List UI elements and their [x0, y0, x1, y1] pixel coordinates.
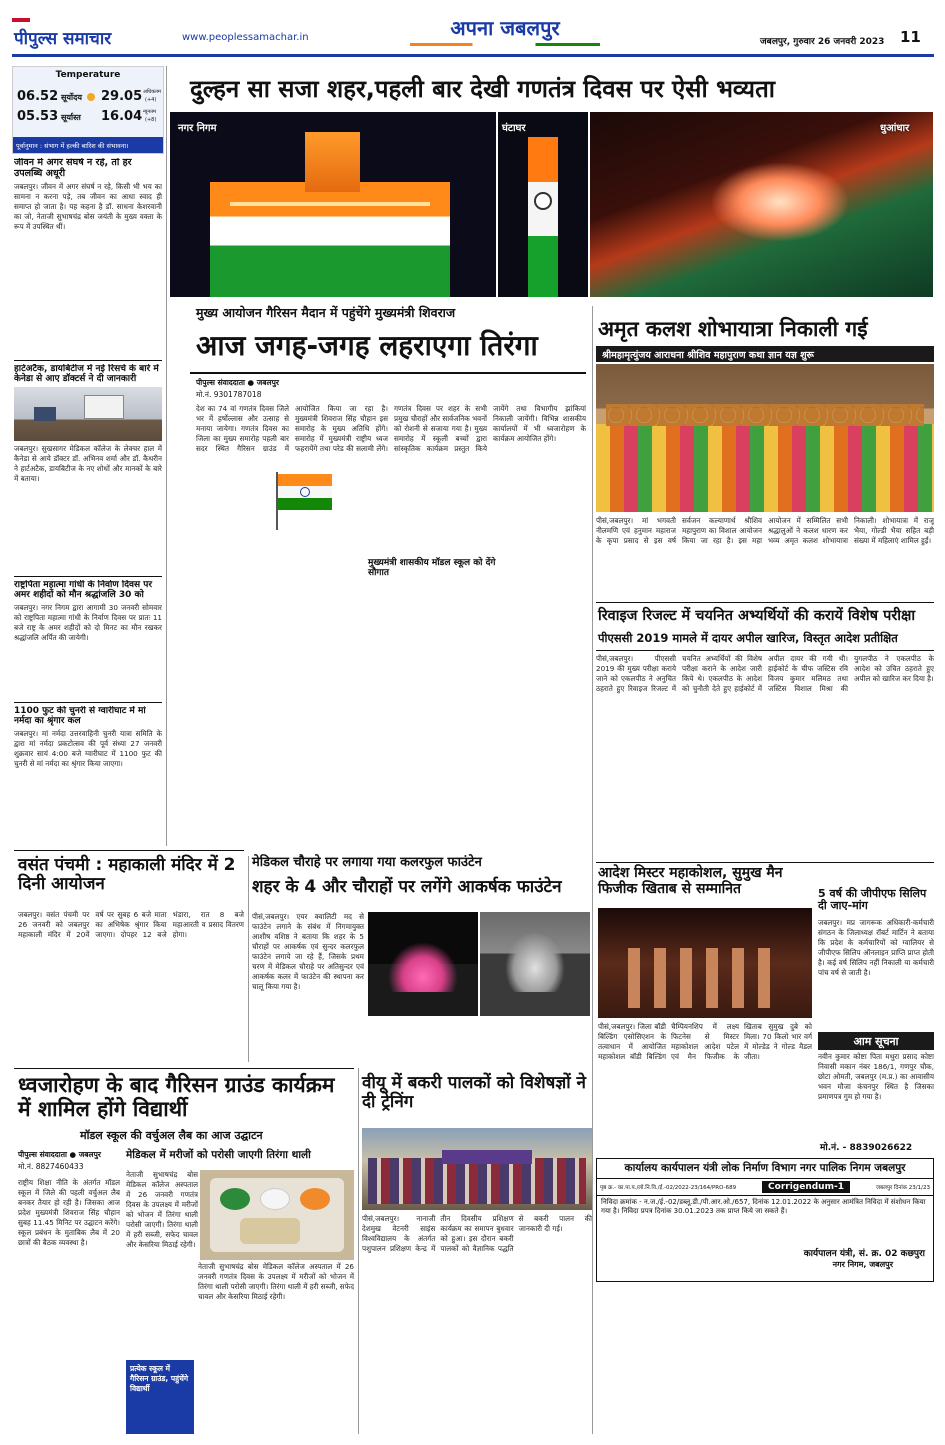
- forecast-text: पूर्वानुमान : संभाग में हल्की बारिश की संभावना।: [16, 142, 129, 150]
- dateline: जबलपुर, गुरुवार 26 जनवरी 2023: [760, 37, 885, 47]
- pwd-ad-ref-right: जबलपुर दिनांक 23/1/23: [875, 1184, 930, 1191]
- notice-title: आम सूचना: [853, 1035, 899, 1048]
- flag-subhead: मॉडल स्कूल की वर्चुअल लैब का आज उद्घाटन: [80, 1129, 263, 1142]
- lead-photo-ghantaghar: [498, 112, 588, 297]
- revise-top-rule: [596, 602, 934, 603]
- thali-text: नेताजी सुभाषचंद्र बोस मेडिकल कॉलेज अस्पताल में 26 जनवरी गणतंत्र दिवस के उपलक्ष्य में मरीजों को भोजन में तिरंगा थाली परोसी जाएगी। तिरंगा थाली में हरी सब्जी, सफेद चावल और केसरिया मिठाई रहेगी।: [126, 1170, 198, 1249]
- max-temp-label: अधिकतम: [143, 89, 161, 95]
- left-story-1: [14, 158, 162, 358]
- left-story-4-text: जबलपुर। मां नर्मदा उत्तरवाहिनी चुनरी यात्रा समिति के द्वारा मां नर्मदा प्रकटोत्सव की पूर्व संध्या 27 जनवरी शुक्रवार सायं 4:00 बजे ग्वारीघाट में 1100 फुट की चुनरी से मां नर्मदा का श्रृंगार किया जाएगा।: [14, 729, 162, 768]
- lead-photo-dhuandhar: [590, 112, 933, 297]
- column-rule-3: [248, 856, 249, 1062]
- main-kicker: मुख्य आयोजन गैरिसन मैदान में पहुंचेंगे मुख्यमंत्री शिवराज: [196, 305, 456, 320]
- basant-headline: वसंत पंचमी : महाकाली मंदिर में 2 दिनी आयोजन: [18, 855, 236, 895]
- sunrise-value: 06.52: [17, 89, 59, 104]
- mister-headline: आदेश मिस्टर महाकोशल, सुमुख मैन फिजीक खिताब से सम्मानित: [598, 865, 783, 897]
- min-temp-delta: (+8): [145, 117, 157, 123]
- pwd-ad-ref-left: पृष्ठ क्र.- का.पा.य./लो.नि.वि./ई.-02/2022-23/164/PRO-689: [600, 1184, 737, 1191]
- page-number: 11: [900, 28, 921, 46]
- sunset-value: 05.53: [17, 109, 59, 124]
- left-story-2-headline: हार्टअटैक, डायबिटीज में नई रिसर्च के बारे में केनेडा से आए डॉक्टर्स ने दी जानकारी: [14, 364, 159, 385]
- left-divider-1: [14, 360, 162, 361]
- sunrise-label: सूर्योदय: [61, 93, 83, 102]
- fountain-headline: शहर के 4 और चौराहों पर लगेंगे आकर्षक फाउंटेन: [252, 877, 562, 897]
- left-story-1-headline: जीवन में अगर संघर्ष न रहे, तो हर उपलब्धि अधूरी: [14, 158, 132, 179]
- revise-subhead-rule: [596, 650, 934, 651]
- bodybuilding-photo: [598, 908, 812, 1018]
- left-story-3: [14, 580, 162, 700]
- min-temp-value: 16.04: [101, 109, 143, 124]
- paper-tagline-icon: [12, 18, 30, 22]
- pwd-ad-text: निविदा क्रमांक - न.ज./ई.-02/डब्लू.डी./पी.आर.ओ./657, दिनांक 12.01.2022 के अनुसार आमंत्रित निविदा में संशोधन किया गया है। निविदा प्रपत्र दिनांक 30.01.2023 तक प्राप्त किये जा सकते हैं।: [601, 1197, 926, 1216]
- section-name: अपना जबलपुर: [450, 16, 560, 40]
- main-headline: आज जगह-जगह लहराएगा तिरंगा: [196, 329, 538, 362]
- notice-mobile: मो.नं. - 8839026622: [820, 1143, 913, 1153]
- flag-headline: ध्वजारोहण के बाद गैरिसन ग्राउंड कार्यक्रम में शामिल होंगे विद्यार्थी: [18, 1073, 335, 1121]
- pwd-ad-title: कार्यालय कार्यपालन यंत्री लोक निर्माण विभाग नगर पालिक निगम जबलपुर: [597, 1159, 933, 1179]
- pwd-ad: [596, 1158, 934, 1282]
- notice-header: [818, 1032, 934, 1050]
- pwd-ad-corrigendum: Corrigendum-1: [762, 1181, 850, 1193]
- pwd-ad-office: नगर निगम, जबलपुर: [832, 1259, 893, 1269]
- flag-top-rule: [14, 1068, 354, 1069]
- main-headline-rule: [190, 372, 586, 374]
- thali-side-box: [126, 1360, 194, 1434]
- photo-label-nagar-nigam: नगर निगम: [178, 123, 217, 134]
- goat-text: पीसं,जबलपुर। नानाजी देशमुख वेटनरी साइंस विश्वविद्यालय के अंतर्गत पशुपालन प्रशिक्षण केन्द्र में तीन दिवसीय प्रशिक्षण कार्यक्रम का समापन बुधवार को हुआ। इस दौरान बकरी पालकों को वैज्ञानिक पद्धति से बकरी पालन की जानकारी दी गई।: [362, 1214, 592, 1253]
- section-underline-icon: [410, 43, 600, 46]
- section-title: [410, 14, 600, 46]
- fountain-photo-2: [480, 912, 590, 1016]
- masthead: [0, 0, 945, 60]
- left-story-3-headline: राष्ट्रपिता महात्मा गांधी के निर्वाण दिवस पर अमर शहीदों को मौन श्रद्धांजलि 30 को: [14, 580, 153, 601]
- goat-training-photo: [362, 1128, 592, 1210]
- basant-text: जबलपुर। वसंत पंचमी पर 26 जनवरी को जबलपुर महाकाली मंदिर में 20वें वर्ष पर सुबह 6 बजे माता का अभिषेक श्रृंगार किया जाएगा। दोपहर 12 बजे भंडारा, रात 8 बजे महाआरती व प्रसाद वितरण होगा।: [18, 910, 244, 939]
- tricolor-flag-icon: [270, 470, 336, 530]
- amrit-subhead: श्रीमहामृत्युंजय आराधना श्रीशिव महापुराण कथा ज्ञान यज्ञ शुरू: [602, 350, 814, 361]
- left-story-4: [14, 706, 162, 846]
- amrit-procession-photo: [596, 364, 934, 512]
- goat-headline: वीयू में बकरी पालकों को विशेषज्ञों ने दी ट्रेनिंग: [362, 1073, 586, 1113]
- amrit-headline: अमृत कलश शोभायात्रा निकाली गई: [598, 317, 868, 341]
- lead-headline: दुल्हन सा सजा शहर,पहली बार देखी गणतंत्र दिवस पर ऐसी भव्यता: [190, 75, 775, 103]
- flag-mobile: मो.नं. 8827460433: [18, 1162, 84, 1171]
- main-byline: पीपुल्स संवाददाता ● जबलपुर: [196, 378, 279, 387]
- revise-subhead: पीएससी 2019 मामले में दायर अपील खारिज, विस्तृत आदेश प्रतीक्षित: [598, 631, 898, 645]
- notice-text: नवीन कुमार कोष्टा पिता मथुरा प्रसाद कोष्टा निवासी मकान नंबर 186/1, गणपुर चौक, छोटा ओमती, जबलपुर (म.प्र.) का आवासीय भवन मौजा कंचनपुर स्थित है जिसका प्रमाणपत्र गुम हो गया है।: [818, 1052, 934, 1101]
- sunset-label: सूर्यास्त: [61, 113, 81, 122]
- max-temp-delta: (+4): [145, 97, 157, 103]
- basant-top-rule: [14, 850, 244, 851]
- main-subhead: मुख्यमंत्री शासकीय मॉडल स्कूल को देंगे सौगात: [368, 558, 504, 578]
- main-mobile: मो.नं. 9301787018: [196, 390, 262, 399]
- flag-text: राष्ट्रीय शिक्षा नीति के अंतर्गत मॉडल स्कूल में जिले की पहली वर्चुअल लैब बनकर तैयार हो रही है। जिसका आज प्रदेश मुख्यमंत्री शिवराज सिंह चौहान सुबह 11.45 मिनिट पर उद्घाटन करेंगे। स्कूल प्रबंधन के मुताबिक लैब में 20 छात्रों की बैठक व्यवस्था है।: [18, 1178, 120, 1247]
- website-link[interactable]: www.peoplessamachar.in: [182, 32, 309, 43]
- left-story-1-text: जबलपुर। जीवन में अगर संघर्ष न रहे, किसी भी भय का सामना न करना पड़े, तब जीवन का आधा स्वाद ही समाप्त हो जाता है। यह कहना है डॉ. साधना केशरवानी का जो, नेताजी सुभाषचंद्र बोस जयंती के मुख्य वक्ता के रूप में उपस्थित थीं।: [14, 182, 162, 231]
- revise-headline: रिवाइज रिजल्ट में चयनित अभ्यर्थियों की करायें विशेष परीक्षा: [598, 608, 916, 624]
- photo-label-ghantaghar: घंटाघर: [502, 123, 526, 134]
- fountain-photo-1: [368, 912, 478, 1016]
- left-story-2-text: जबलपुर। सुखसागर मेडिकल कॉलेज के लेक्चर हाल में कैनेडा से आये डॉक्टर डॉ. अभिनव शर्मा और डॉ. कैथरीन ने हार्टअटैक, डायबिटीज के नए शोधों और मानकों के बारे में बताया।: [14, 444, 162, 483]
- left-divider-3: [14, 702, 162, 703]
- flag-text-continued: नेताजी सुभाषचंद्र बोस मेडिकल कॉलेज अस्पताल में 26 जनवरी गणतंत्र दिवस के उपलक्ष्य में मरीजों को भोजन में तिरंगा थाली परोसी जाएगी। तिरंगा थाली में हरी सब्जी, सफेद चावल और केसरिया मिठाई रहेगी।: [198, 1262, 354, 1301]
- amrit-text: पीसं,जबलपुर। मां भगवती नीलमणि एवं हनुमान महाराज के कृपा प्रसाद से इस वर्ष सर्वजन कल्याणार्थ श्रीशिव महापुराण का विशाल आयोजन किया जा रहा है। इस महा आयोजन में सम्मिलित सभी श्रद्धालुओं ने कलश धारण कर भव्य अमृत कलश शोभायात्रा निकाली। शोभायात्रा में राजू भैया, गोल्डी भैया सहित बड़ी संख्या में महिलाएं शामिल हुईं।: [596, 516, 934, 545]
- forecast-bar: [13, 137, 163, 153]
- flag-byline: पीपुल्स संवाददाता ● जबलपुर: [18, 1150, 101, 1159]
- gpf-text: जबलपुर। मप्र जागरूक अधिकारी-कर्मचारी संगठन के जिलाध्यक्ष रॉबर्ट मार्टिन ने बताया कि प्रदेश के कर्मचारियों को ग्वालियर से जीपीएफ सिलिप ऑनलाइन प्राप्ति प्राप्त होती है। कई वर्ष सिलिप नहीं निकाली या कर्मचारी पांच वर्ष से जाती है।: [818, 918, 934, 977]
- left-divider-2: [14, 576, 162, 577]
- column-rule-5: [592, 862, 593, 1434]
- masthead-rule: [12, 54, 934, 57]
- lecture-hall-photo: [14, 387, 162, 441]
- left-story-2: [14, 364, 162, 574]
- mister-text: पीसं,जबलपुर। जिला बॉडी बिल्डिंग एसोसिएशन के तत्वाधान में आयोजित महाकोशल बॉडी बिल्डिंग चैम्पियनशिप में लक्ष्य फिटनेस से मिस्टर महाकोशल आदेश पटेल एवं मैन फिजीक के खिताब सुमुख दुबे को मिला। 70 किलो भार वर्ग में मोल्डेड ने गोल्ड मैडल जीता।: [598, 1022, 812, 1061]
- weather-box: [12, 66, 164, 154]
- paper-name: पीपुल्स समाचार: [14, 29, 112, 49]
- min-temp-label: न्यूनतम: [143, 109, 156, 115]
- fountain-text: पीसं,जबलपुर। एयर क्वालिटी मद से फाउंटेन लगाने के संबंध में निगमायुक्त आशीष वशिष्ठ ने बताया कि शहर के 5 चौराहों पर आकर्षक एवं सुन्दर कलरफुल फाउंटेन लगाये जा रहे हैं, जिसके प्रथम चरण में मेडिकल चौराहे पर अतिसुन्दर एवं आकर्षक कलर में फाउंटेन की स्थापना कर चालू किया गया है।: [252, 912, 364, 991]
- thali-headline: मेडिकल में मरीजों को परोसी जाएगी तिरंगा थाली: [126, 1149, 311, 1161]
- weather-title: Temperature: [55, 70, 121, 80]
- column-rule-1: [166, 66, 167, 846]
- left-story-4-headline: 1100 फुट की चुनरी से ग्वारीघाट में मां नर्मदा का श्रृंगार कल: [14, 706, 146, 727]
- gpf-headline: 5 वर्ष की जीपीएफ सिलिप दी जाए-मांग: [818, 887, 927, 913]
- amrit-subhead-bar: [596, 346, 934, 362]
- thali-side-text: प्रत्येक स्कूल में गैरिसन ग्राउंड, पहुंचेंगे विद्यार्थी: [130, 1364, 189, 1393]
- mister-top-rule: [596, 862, 934, 863]
- max-temp-value: 29.05: [101, 89, 143, 104]
- fountain-kicker: मेडिकल चौराहे पर लगाया गया कलरफुल फाउंटेन: [252, 855, 482, 870]
- thali-photo: [200, 1170, 354, 1260]
- main-text: देश का 74 वां गणतंत्र दिवस जिले भर में हर्षोल्लास और उत्साह से मनाया जायेगा। गणतंत्र दिवस का जिला का मुख्य समारोह पहली बार सदर स्थित गैरिसन ग्राउंड में आयोजित किया जा रहा है। मुख्यमंत्री शिवराज सिंह चौहान इस समारोह के मुख्य अतिथि होंगे। समारोह में मुख्यमंत्री राष्ट्रीय ध्वज फहरायेंगे तथा परेड की सलामी लेंगे। गणतंत्र दिवस पर शहर के सभी प्रमुख चौराहों और सार्वजनिक भवनों को रोशनी से सजाया गया है। मुख्य समारोह में स्कूली बच्चों द्वारा सांस्कृतिक कार्यक्रम प्रस्तुत किये जायेंगे तथा विभागीय झांकियां निकाली जायेंगी। विभिन्न शासकीय कार्यालयों में भी ध्वजारोहण के कार्यक्रम आयोजित होंगे।: [196, 404, 586, 453]
- column-rule-4: [358, 1068, 359, 1434]
- photo-label-dhuandhar: धुआंधार: [880, 123, 910, 134]
- column-rule-2: [592, 306, 593, 862]
- lead-photo-nagar-nigam: [170, 112, 496, 297]
- pwd-ad-signature: कार्यपालन यंत्री, सं. क्र. 02 कछपुरा: [803, 1248, 925, 1259]
- left-story-3-text: जबलपुर। नगर निगम द्वारा आगामी 30 जनवरी सोमवार को राष्ट्रपिता महात्मा गांधी के निर्वाण दिवस पर प्रातः 11 बजे राष्ट्र के अमर शहीदों को दो मिनट का मौन रखकर श्रद्धांजलि अर्पित की जायेगी।: [14, 603, 162, 642]
- revise-text: पीसं,जबलपुर। पीएससी 2019 की मुख्य परीक्षा कराये जाने को एकलपीठ ने अनुचित ठहराते हुए रिवाइज रिजल्ट में चयनित अभ्यर्थियों की विशेष परीक्षा कराने के आदेश जारी किये थे। एकलपीठ के आदेश को चुनौती देते हुए हाईकोर्ट में अपील दायर की गयी थी। हाईकोर्ट के चीफ जस्टिस रवि विजय कुमार मलिमठ तथा जस्टिस विशाल मिश्रा की युगलपीठ ने एकलपीठ के आदेश को उचित ठहराते हुए अपील को खारिज कर दिया है।: [596, 654, 934, 693]
- sun-icon: [87, 93, 95, 101]
